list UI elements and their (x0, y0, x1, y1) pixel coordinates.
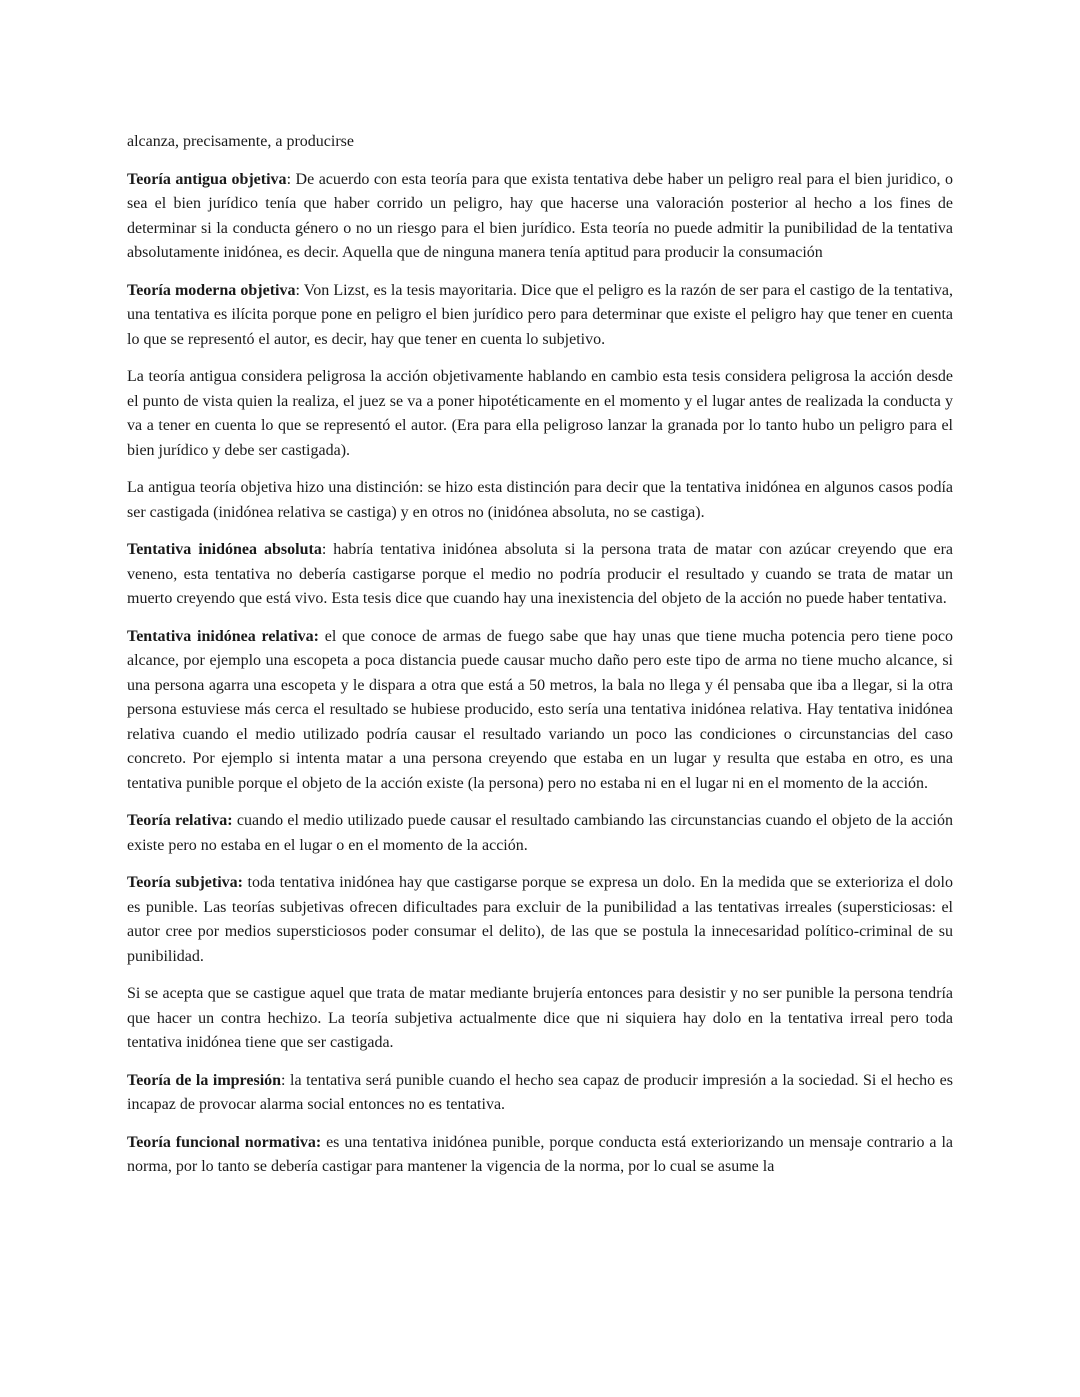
paragraph-text: Si se acepta que se castigue aquel que trata de matar mediante brujería entonces para desistir y no ser punible la persona tendría que hacer un contra hechizo. La teoría subjetiva actualmente dice que ni siquiera hay dolo en la tentativa irreal pero toda tentativa inidónea tiene que ser castigada. (127, 985, 953, 1051)
paragraph-teoria-funcional-normativa (127, 1131, 953, 1180)
paragraph-teoria-antigua-comparacion (127, 365, 953, 463)
paragraph-continuation (127, 130, 953, 155)
paragraph-term: Teoría subjetiva: (127, 874, 243, 891)
paragraph-tentativa-inidonea-absoluta (127, 538, 953, 612)
paragraph-text: : Von Lizst, es la tesis mayoritaria. Dice que el peligro es la razón de ser para el castigo de la tentativa, una tentativa es ilícita porque pone en peligro el bien jurídico pero para determinar que existe el peligro hay que tener en cuenta lo que se representó el autor, es decir, hay que tener en cuenta lo subjetivo. (127, 281, 954, 348)
paragraph-term: Teoría moderna objetiva (127, 281, 296, 299)
paragraph-text: : habría tentativa inidónea absoluta si la persona trata de matar con azúcar creyendo que era veneno, esta tentativa no debería castigarse porque el medio no podría producir el resultado y cuando se trata de matar un muerto creyendo que está vivo. Esta tesis dice que cuando hay una inexistencia del objeto de la acción no puede haber tentativa. (127, 541, 953, 607)
paragraph-term: Teoría funcional normativa: (127, 1133, 322, 1151)
paragraph-distincion (127, 476, 953, 525)
paragraph-text: toda tentativa inidónea hay que castigarse porque se expresa un dolo. En la medida que se exterioriza el dolo es punible. Las teorías subjetivas ofrecen dificultades para excluir de la punibilidad a las tentativas irreales (supersticiosas: el autor cree por medios supersticiosos poder consumar el delito), de las que se postula la innecesaridad político-criminal de su punibilidad. (127, 874, 954, 965)
paragraph-text: el que conoce de armas de fuego sabe que hay unas que tiene mucha potencia pero tiene poco alcance, por ejemplo una escopeta a poca distancia puede causar mucho daño pero este tipo de arma no tiene mucho alcance, si una persona agarra una escopeta y le dispara a otra que está a 50 metros, la bala no llega y él pensaba que iba a llegar, si la otra persona estuviese más cerca el resultado se hubiese producido, esto sería una tentativa inidónea relativa. Hay tentativa inidónea relativa cuando el medio utilizado podría causar el resultado variando un poco las condiciones o circunstancias del caso concreto. Por ejemplo si intenta matar a una persona creyendo que estaba en un lugar y resulta que estaba en otro, es una tentativa punible porque el objeto de la acción existe (la persona) pero no estaba ni en el lugar ni en el momento de la acción. (127, 627, 953, 792)
paragraph-term: Tentativa inidónea relativa: (127, 627, 319, 645)
paragraph-teoria-impresion (127, 1069, 953, 1118)
paragraph-tentativa-inidonea-relativa (127, 625, 953, 797)
paragraph-text: La antigua teoría objetiva hizo una distinción: se hizo esta distinción para decir que la tentativa inidónea en algunos casos podía ser castigada (inidónea relativa se castiga) y en otros no (inidónea absoluta, no se castiga). (127, 479, 953, 521)
paragraph-teoria-antigua-objetiva (127, 168, 953, 266)
paragraph-text: es una tentativa inidónea punible, porque conducta está exteriorizando un mensaje contrario a la norma, por lo tanto se debería castigar para mantener la vigencia de la norma, por lo cual se asume la (127, 1133, 954, 1175)
paragraph-text: alcanza, precisamente, a producirse (127, 133, 354, 150)
paragraph-teoria-moderna-objetiva (127, 279, 953, 353)
paragraph-text: : De acuerdo con esta teoría para que exista tentativa debe haber un peligro real para el bien juridico, o sea el bien jurídico tenía que haber corrido un peligro, hay que hacerse una valoración posterior al hecho a los fines de determinar si la conducta género o no un riesgo para el bien jurídico. Esta teoría no puede admitir la punibilidad de la tentativa absolutamente inidónea, es decir. Aquella que de ninguna manera tenía aptitud para producir la consumación (127, 170, 953, 261)
document-page (127, 130, 953, 1193)
paragraph-term: Teoría de la impresión (127, 1071, 282, 1089)
paragraph-term: Teoría antigua objetiva (127, 170, 287, 188)
paragraph-text: La teoría antigua considera peligrosa la acción objetivamente hablando en cambio esta tesis considera peligrosa la acción desde el punto de vista quien la realiza, el juez se va a poner hipotéticamente en el momento y el lugar antes de realizada la conducta y va a tener en cuenta lo que se representó el autor. (Era para ella peligroso lanzar la granada por lo tanto hubo un peligro para el bien jurídico y debe ser castigada). (127, 368, 953, 459)
paragraph-term: Tentativa inidónea absoluta (127, 541, 322, 558)
paragraph-teoria-relativa (127, 809, 953, 858)
paragraph-term: Teoría relativa: (127, 812, 233, 829)
paragraph-brujeria (127, 982, 953, 1056)
paragraph-teoria-subjetiva (127, 871, 953, 969)
paragraph-text: : la tentativa será punible cuando el hecho sea capaz de producir impresión a la sociedad. Si el hecho es incapaz de provocar alarma social entonces no es tentativa. (127, 1071, 954, 1113)
paragraph-text: cuando el medio utilizado puede causar el resultado cambiando las circunstancias cuando el objeto de la acción existe pero no estaba en el lugar o en el momento de la acción. (127, 812, 954, 854)
